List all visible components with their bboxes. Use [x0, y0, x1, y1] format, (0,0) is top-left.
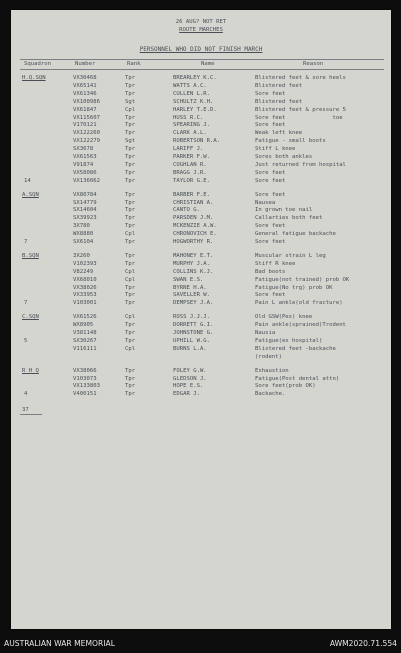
reason: Blistered feet & sore heels [255, 75, 346, 81]
member-name: MURPHY J.A. [173, 260, 211, 267]
service-number: VX122279 [73, 138, 100, 145]
reason: Pain L ankle(old fracture) [255, 300, 343, 307]
rank: Tpr [125, 82, 136, 89]
reason: Fatigue - small boots [255, 138, 326, 145]
table-row [11, 82, 391, 90]
rank: Tpr [125, 260, 136, 267]
reason: Fatigue(ex hospital) [255, 337, 323, 344]
member-name: MAHONEY E.T. [173, 252, 214, 259]
member-name: HOPE E.S. [173, 383, 204, 390]
reason: Exhaustion [255, 367, 289, 374]
member-name: HARLEY T.E.D. [173, 106, 217, 113]
member-name: CLARK A.L. [173, 130, 207, 137]
table-row [11, 321, 391, 329]
squadron-label: B.SQN [22, 252, 39, 259]
member-name: DORRETT G.I. [173, 322, 214, 329]
member-name: JOHNSTONE G. [173, 330, 214, 336]
member-name: UPHILL W.G. [173, 337, 211, 344]
rank: Tpr [125, 75, 136, 81]
service-number: VX61526 [73, 314, 97, 321]
reason: Fatigue(Post dental attn) [255, 375, 340, 382]
reason: In grown toe nail [255, 207, 313, 214]
member-name: DEMPSEY J.A. [173, 300, 214, 307]
table-row [11, 153, 391, 161]
rank: Tpr [125, 90, 136, 97]
member-name: COLLINS K.J. [173, 268, 214, 275]
reason: Blistered feet [255, 98, 303, 105]
service-number: VX61346 [73, 90, 97, 97]
table-row [11, 74, 391, 82]
table-row [11, 114, 391, 122]
service-number: VX38026 [73, 284, 97, 291]
member-name: LARIFF J. [173, 146, 204, 153]
squadron-label: R H Q [22, 367, 39, 374]
table-row [11, 121, 391, 129]
table-row [11, 268, 391, 276]
reason: Just returned from hospital [255, 161, 346, 168]
service-number: VX136062 [73, 177, 100, 184]
reason: Callarties both feet [255, 215, 323, 222]
table-row [11, 382, 391, 390]
table-row [11, 337, 391, 345]
service-number: VX33953 [73, 292, 97, 299]
member-name: SCHULTZ K.H. [173, 98, 214, 105]
rank: Tpr [125, 122, 136, 129]
member-name: MCKENZIE A.W. [173, 223, 217, 230]
table-row [11, 276, 391, 284]
member-name: BURNS L.A. [173, 345, 207, 352]
reason: Sore feet [255, 177, 286, 184]
service-number: VX61847 [73, 106, 97, 113]
rank: Tpr [125, 239, 136, 245]
table-row [11, 199, 391, 207]
table-row [11, 191, 391, 199]
table-row [11, 390, 391, 398]
service-number: V103073 [73, 375, 97, 382]
service-number: SX3678 [73, 146, 94, 153]
squadron-label: A.SQN [22, 191, 39, 198]
rank: Cpl [125, 345, 136, 352]
service-number: V170121 [73, 122, 97, 129]
service-number: SX39923 [73, 215, 97, 222]
rank: Tpr [125, 199, 136, 206]
rank: Tpr [125, 146, 136, 153]
squadron-label: H.Q.SQN [22, 75, 46, 81]
table-row [11, 313, 391, 321]
reason: Sore feet [255, 239, 286, 245]
member-name: FOLEY G.W. [173, 367, 207, 374]
reason: Weak left knee [255, 130, 303, 137]
member-name: ROSS J.J.J. [173, 314, 211, 321]
reason: Muscular strain L leg [255, 252, 326, 259]
member-name: BRAGG J.R. [173, 169, 207, 176]
member-name: HUSS R.C. [173, 114, 204, 121]
member-name: PARSDEN J.M. [173, 215, 214, 222]
table-row [11, 260, 391, 268]
table-row [11, 291, 391, 299]
header-bottom-rule [20, 69, 384, 70]
column-header-squadron: Squadron [24, 61, 51, 67]
table-row [11, 98, 391, 106]
table-row [11, 137, 391, 145]
service-number: VX100986 [73, 98, 100, 105]
service-number: VX80784 [73, 191, 97, 198]
squadron-tally: 14 [24, 177, 31, 184]
service-number: SX30267 [73, 337, 97, 344]
rank: Tpr [125, 223, 136, 230]
member-name: SAVELLER W. [173, 292, 211, 299]
reason: Nausia [255, 330, 276, 336]
member-name: BYRNE H.A. [173, 284, 207, 291]
table-row [11, 375, 391, 383]
rank: Cpl [125, 314, 136, 321]
table-row [11, 129, 391, 137]
squadron-tally: 5 [24, 337, 28, 344]
rank: Tpr [125, 284, 136, 291]
reason: Old GSW(Pes) knee [255, 314, 313, 321]
rank: Tpr [125, 154, 136, 160]
table-row [11, 252, 391, 260]
service-number: V400151 [73, 391, 97, 398]
member-name: COGHLAN R. [173, 161, 207, 168]
rank: Tpr [125, 292, 136, 299]
rank: Cpl [125, 106, 136, 113]
rank: Tpr [125, 161, 136, 168]
rank: Tpr [125, 130, 136, 137]
squadron-tally: 7 [24, 300, 28, 307]
archive-footer [0, 634, 401, 653]
rank: Tpr [125, 322, 136, 329]
reason: Sore feet [255, 90, 286, 97]
table-row [11, 214, 391, 222]
rank: Cpl [125, 276, 136, 283]
service-number: SX14779 [73, 199, 97, 206]
squadron-label: C.SQN [22, 314, 39, 321]
column-header-number: Number [75, 61, 96, 67]
member-name: SPEARING J. [173, 122, 211, 129]
service-number: VX30468 [73, 75, 97, 81]
member-name: TAYLOR G.E. [173, 177, 211, 184]
rank: Tpr [125, 300, 136, 307]
reason: Fatigue(No trg) prob OK [255, 284, 333, 291]
service-number: 3X260 [73, 252, 90, 259]
rank: Tpr [125, 383, 136, 390]
member-name: BREARLEY K.C. [173, 75, 217, 81]
table-row [11, 161, 391, 169]
reason: Sore feet [255, 122, 286, 129]
service-number: VX133803 [73, 383, 100, 390]
table-row [11, 206, 391, 214]
service-number: V116111 [73, 345, 97, 352]
reason: Sore feet [255, 169, 286, 176]
rank: Tpr [125, 169, 136, 176]
rank: Tpr [125, 375, 136, 382]
reason: General fatigue backache [255, 231, 336, 238]
rank: Tpr [125, 177, 136, 184]
rank: Tpr [125, 252, 136, 259]
reason: Pain ankle(sprained)Trodent [255, 322, 346, 329]
service-number: VX58086 [73, 169, 97, 176]
service-number: VX38066 [73, 367, 97, 374]
total-underline [20, 414, 42, 415]
member-name: GLEDSON J. [173, 375, 207, 382]
table-row [11, 230, 391, 238]
service-number: V102393 [73, 260, 97, 267]
footer-accession-number: AWM2020.71.554 [329, 639, 397, 648]
table-row [11, 106, 391, 114]
service-number: WX8905 [73, 322, 94, 329]
table-row [11, 353, 391, 361]
service-number: VX61563 [73, 154, 97, 160]
footer-institution: AUSTRALIAN WAR MEMORIAL [4, 639, 115, 648]
squadron-tally: 4 [24, 391, 28, 398]
rank: Sgt [125, 98, 136, 105]
reason: Blistered feet [255, 82, 303, 89]
rank: Tpr [125, 114, 136, 121]
header-top-rule [20, 59, 384, 60]
reason: Bad boots [255, 268, 286, 275]
reason: Backache. [255, 391, 286, 398]
rank: Tpr [125, 367, 136, 374]
rank: Tpr [125, 330, 136, 336]
rank: Tpr [125, 207, 136, 214]
member-name: SWAN E.S. [173, 276, 204, 283]
table-row [11, 345, 391, 353]
squadron-tally: 7 [24, 239, 28, 245]
rank: Cpl [125, 268, 136, 275]
member-name: CANTO G. [173, 207, 200, 214]
reason: Sore feet [255, 292, 286, 299]
table-row [11, 284, 391, 292]
table-row [11, 222, 391, 230]
document-title: ROUTE MARCHES [179, 27, 223, 33]
member-name: HOGWORTHY R. [173, 239, 214, 245]
reason: Nausea [255, 199, 276, 206]
reason: Blistered feet -backache [255, 345, 336, 352]
service-number: V91874 [73, 161, 94, 168]
table-row [11, 367, 391, 375]
table-row [11, 238, 391, 246]
reason: Sore feet [255, 223, 286, 230]
member-name: BARBER F.E. [173, 191, 211, 198]
rank: Tpr [125, 337, 136, 344]
column-header-reason: Reason [303, 61, 324, 67]
service-number: WX8880 [73, 231, 94, 238]
rank: Cpl [125, 231, 136, 238]
reason: Sore feet toe [255, 114, 343, 121]
service-number: SX6104 [73, 239, 94, 245]
service-number: V103001 [73, 300, 97, 307]
rank: Tpr [125, 191, 136, 198]
service-number: SX14604 [73, 207, 97, 214]
reason: Sore feet(prob OK) [255, 383, 316, 390]
service-number: VX65141 [73, 82, 97, 89]
member-name: EDGAR J. [173, 391, 200, 398]
member-name: PARKER F.W. [173, 154, 211, 160]
document-date: 26 AUG? NOT RET [175, 19, 227, 25]
reason: Sore feet [255, 191, 286, 198]
table-row [11, 90, 391, 98]
rank: Sgt [125, 138, 136, 145]
service-number: VX68010 [73, 276, 97, 283]
reason: Fatigue(not trained) prob OK [255, 276, 350, 283]
table-row [11, 177, 391, 185]
reason: Blistered feet & pressure 5 [255, 106, 346, 113]
table-row [11, 329, 391, 337]
service-number: VX122260 [73, 130, 100, 137]
member-name: ROBERTSON R.A. [173, 138, 221, 145]
reason: Stiff R knee [255, 260, 296, 267]
total-count: 37 [22, 407, 29, 414]
rank: Tpr [125, 391, 136, 398]
service-number: V381148 [73, 330, 97, 336]
column-header-name: Name [201, 61, 215, 67]
member-name: CHRONOVICH E. [173, 231, 217, 238]
service-number: VX115607 [73, 114, 100, 121]
document-subtitle: PERSONNEL WHO DID NOT FINISH MARCH [139, 46, 263, 53]
table-row [11, 299, 391, 307]
document-page [11, 10, 391, 629]
reason: Stiff L knee [255, 146, 296, 153]
service-number: 3X780 [73, 223, 90, 230]
reason: Sores both ankles [255, 154, 313, 160]
service-number: V82249 [73, 268, 94, 275]
column-header-rank: Rank [127, 61, 141, 67]
table-row [11, 145, 391, 153]
member-name: CHRISTIAN A. [173, 199, 214, 206]
member-name: WATTS A.C. [173, 82, 207, 89]
table-row [11, 169, 391, 177]
member-name: CULLEN L.R. [173, 90, 211, 97]
rank: Tpr [125, 215, 136, 222]
reason: (rodent) [255, 353, 282, 360]
